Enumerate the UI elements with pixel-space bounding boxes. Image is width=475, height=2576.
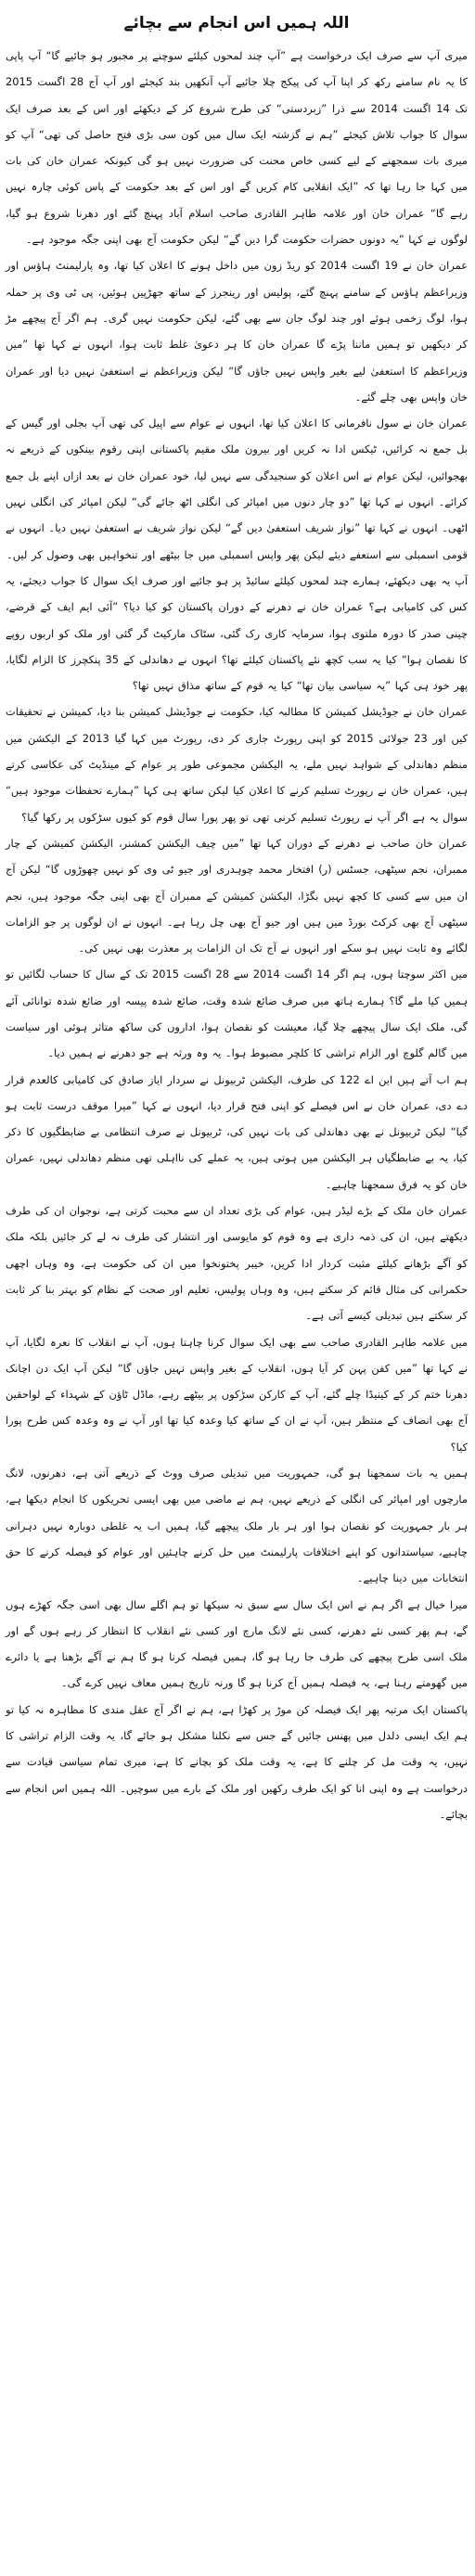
article-paragraph: میں علامہ طاہر القادری صاحب سے بھی ایک سوال کرنا چاہتا ہوں، آپ نے انقلاب کا نعرہ لگایا، آپ نے کہا تھا ”میں کفن پہن کر آیا ہوں، انقلاب کے بغیر واپس نہیں جاؤں گا“ لیکن آپ ایک دن اچانک دھرنا ختم کر کے کینیڈا چلے گئے، آپ کے کارکن سڑکوں پر بیٹھے رہے، ماڈل ٹاؤن کے شہداء کے لواحقین آج بھی انصاف کے منتظر ہیں، آپ نے ان کے ساتھ کیا وعدہ کیا تھا اور آپ نے وہ وعدہ کس طرح پورا کیا؟ bbox=[6, 1335, 468, 1454]
article-headline: اللہ ہمیں اس انجام سے بچائے bbox=[123, 13, 350, 32]
article-paragraph: عمران خان ملک کے بڑے لیڈر ہیں، عوام کی بڑی تعداد ان سے محبت کرتی ہے، نوجوان ان کی طرف دیکھتے ہیں، ان کی ذمہ داری ہے وہ قوم کو مایوسی اور انتشار کی طرف نہ لے کر جائیں بلکہ ملک کو آگے بڑھانے کیلئے مثبت کردار ادا کریں، خیبر پختونخوا میں ان کی حکومت ہے، وہ وہاں اچھی حکمرانی کی مثال قائم کر سکتے ہیں، وہ وہاں پولیس، تعلیم اور صحت کے نظام کو بہتر بنا کر ثابت کر سکتے ہیں تبدیلی کیسے آتی ہے۔ bbox=[6, 1204, 468, 1323]
article-paragraph: عمران خان نے جوڈیشل کمیشن کا مطالبہ کیا، حکومت نے جوڈیشل کمیشن بنا دیا، کمیشن نے تحقیقات کیں اور 23 جولائی 2015 کو اپنی رپورٹ جاری کر دی، رپورٹ میں کہا گیا 2013 کے الیکشن میں منظم دھاندلی کے شواہد نہیں ملے، یہ الیکشن مجموعی طور پر عوام کے مینڈیٹ کی عکاسی کرتے ہیں، عمران خان نے رپورٹ تسلیم کرنے کا اعلان کیا لیکن ساتھ ہی کہا ”ہمارے تحفظات موجود ہیں“ سوال یہ ہے اگر آپ نے رپورٹ تسلیم کرنی تھی تو پھر پورا سال قوم کو کیوں سڑکوں پر رکھا گیا؟ bbox=[6, 705, 468, 824]
article-paragraph: میری آپ سے صرف ایک درخواست ہے ”آپ چند لمحوں کیلئے سوچنے پر مجبور ہو جائیے گا“ آپ پاپی کا یہ نام سامنے رکھ کر اپنا آپ کی پیکج چلا جائیے آپ آنکھیں بند کیجئے اور آپ آج 28 اگست 2015 تک 14 اگست 2014 سے ذرا ”زبردستی“ کی طرح شروع کر کے دیکھئے اور اس کے بعد صرف ایک سوال کا جواب تلاش کیجئے ”ہم نے گزشتہ ایک سال میں کون سی بڑی فتح حاصل کی تھی“ آپ کو میری بات سمجھنے کے لیے کسی خاص محنت کی ضرورت نہیں ہو گی کیونکہ عمران خان کی بات میں کہا جا رہا تھا کہ ”ایک انقلابی کام کریں گے اور اس کے بعد حکومت کے پاس کوئی چارہ نہیں رہے گا“ عمران خان اور علامہ طاہر القادری صاحب اسلام آباد پہنچ گئے اور دھرنا شروع ہو گیا، لوگوں نے کہا ”یہ دونوں حضرات حکومت گرا دیں گے“ لیکن حکومت آج بھی اپنی جگہ موجود ہے۔ bbox=[6, 49, 468, 247]
article-paragraph: آپ یہ بھی دیکھئے، ہمارے چند لمحوں کیلئے سائیڈ پر ہو جائیے اور صرف ایک سوال کا جواب دیجئے، یہ کس کی کامیابی ہے؟ عمران خان نے دھرنے کے دوران پاکستان کو کیا دیا؟ ”آئی ایم ایف کے قرضے، چینی صدر کا دورہ ملتوی ہوا، سرمایہ کاری رک گئی، سٹاک مارکیٹ گر گئی اور ملک کو اربوں روپے کا نقصان ہوا“ کیا یہ سب کچھ نئے پاکستان کیلئے تھا؟ انہوں نے دھاندلی کے 35 پنکچرز کا الزام لگایا، پھر خود ہی کہا ”یہ سیاسی بیان تھا“ کیا یہ قوم کے ساتھ مذاق نہیں تھا؟ bbox=[6, 573, 468, 693]
article-paragraph: عمران خان نے سول نافرمانی کا اعلان کیا تھا، انہوں نے عوام سے اپیل کی تھی آپ بجلی اور گیس کے بل جمع نہ کرائیں، ٹیکس ادا نہ کریں اور بیرون ملک مقیم پاکستانی اپنی رقوم بینکوں کے ذریعے نہ بھجوائیں، لیکن عوام نے اس اعلان کو سنجیدگی سے نہیں لیا، خود عمران خان نے بعد ازاں اپنے بل جمع کرائے۔ انہوں نے کہا تھا ”دو چار دنوں میں امپائر کی انگلی اٹھ جائے گی“ لیکن امپائر کی انگلی نہیں اٹھی۔ انہوں نے کہا تھا ”نواز شریف استعفیٰ دیں گے“ لیکن نواز شریف نے استعفیٰ نہیں دیا۔ انہوں نے قومی اسمبلی سے استعفے دیئے لیکن پھر واپس اسمبلی میں جا بیٹھے اور تنخواہیں بھی وصول کر لیں۔ bbox=[6, 417, 468, 561]
article-paragraph: عمران خان صاحب نے دھرنے کے دوران کہا تھا ”میں چیف الیکشن کمشنر، الیکشن کمیشن کے چار ممبران، نجم سیٹھی، جسٹس (ر) افتخار محمد چوہدری اور جیو ٹی وی کو نہیں چھوڑوں گا“ لیکن آج ان میں سے کسی کا کچھ نہیں بگڑا، الیکشن کمیشن کے ممبران آج بھی اپنی جگہ موجود ہیں، نجم سیٹھی آج بھی کرکٹ بورڈ میں ہیں اور جیو آج بھی چل رہا ہے۔ انہوں نے ان لوگوں پر جو الزامات لگائے وہ ثابت نہیں ہو سکے اور انہوں نے آج تک ان الزامات پر معذرت بھی نہیں کی۔ bbox=[6, 836, 468, 955]
article-paragraph: میں اکثر سوچتا ہوں، ہم اگر 14 اگست 2014 سے 28 اگست 2015 تک کے سال کا حساب لگائیں تو ہمیں کیا ملے گا؟ ہمارے ہاتھ میں صرف ضائع شدہ وقت، ضائع شدہ پیسہ اور ضائع شدہ توانائی آئے گی، ملک ایک سال پیچھے چلا گیا، معیشت کو نقصان ہوا، اداروں کی ساکھ متاثر ہوئی اور سیاست میں گالم گلوچ اور الزام تراشی کا کلچر مضبوط ہوا۔ یہ وہ ورثہ ہے جو دھرنے نے ہمیں دیا۔ bbox=[6, 968, 468, 1060]
article-paragraph: پاکستان ایک مرتبہ پھر ایک فیصلہ کن موڑ پر کھڑا ہے، ہم نے اگر آج عقل مندی کا مظاہرہ نہ کیا تو ہم ایک ایسی دلدل میں پھنس جائیں گے جس سے نکلنا مشکل ہو جائے گا، یہ وقت الزام تراشی کا نہیں، یہ وقت مل کر چلنے کا ہے، یہ وقت ملک کو بچانے کا ہے، میری تمام سیاسی قیادت سے درخواست ہے وہ اپنی انا کو ایک طرف رکھیں اور ملک کے بارے میں سوچیں۔ اللہ ہمیں اس انجام سے بچائے۔ bbox=[6, 1702, 468, 1821]
article-body bbox=[6, 43, 468, 1827]
article-paragraph: ہمیں یہ بات سمجھنا ہو گی، جمہوریت میں تبدیلی صرف ووٹ کے ذریعے آتی ہے، دھرنوں، لانگ مارچوں اور امپائر کی انگلی کے ذریعے نہیں، ہم نے ماضی میں بھی ایسی تحریکوں کا انجام دیکھا ہے، ہر بار جمہوریت کو نقصان ہوا اور ہر بار ملک پیچھے گیا، ہمیں اب یہ غلطی دوبارہ نہیں دہرانی چاہیے، سیاستدانوں کو اپنے اختلافات پارلیمنٹ میں حل کرنے چاہئیں اور عوام کو فیصلہ کرنے کا حق انتخابات میں دینا چاہیے۔ bbox=[6, 1467, 468, 1585]
article-paragraph: میرا خیال ہے اگر ہم نے اس ایک سال سے سبق نہ سیکھا تو ہم اگلے سال بھی اسی جگہ کھڑے ہوں گے، ہم پھر کسی نئے دھرنے، کسی نئے لانگ مارچ اور کسی نئے انقلاب کا انتظار کر رہے ہوں گے اور ملک اسی طرح پیچھے کی طرف جا رہا ہو گا، ہمیں فیصلہ کرنا ہو گا ہم نے آگے بڑھنا ہے یا دائرے میں گھومتے رہنا ہے، یہ فیصلہ ہمیں آج کرنا ہو گا ورنہ تاریخ ہمیں معاف نہیں کرے گی۔ bbox=[6, 1597, 468, 1690]
article-paragraph: عمران خان نے 19 اگست 2014 کو ریڈ زون میں داخل ہونے کا اعلان کیا تھا، وہ پارلیمنٹ ہاؤس اور وزیراعظم ہاؤس کے سامنے پہنچ گئے، پولیس اور رینجرز کے ساتھ جھڑپیں ہوئیں، پی ٹی وی پر حملہ ہوا، لوگ زخمی ہوئے اور چند لوگ جان سے بھی گئے، لیکن حکومت نہیں گری۔ ہم اگر آج پیچھے مڑ کر دیکھیں تو ہمیں ماننا پڑے گا عمران خان کا ہر دعویٰ غلط ثابت ہوا، انہوں نے کہا تھا ”میں وزیراعظم کا استعفیٰ لیے بغیر واپس نہیں جاؤں گا“ لیکن وزیراعظم نے استعفیٰ نہیں دیا اور عمران خان واپس بھی چلے گئے۔ bbox=[6, 259, 469, 404]
article-paragraph: ہم اب آتے ہیں این اے 122 کی طرف، الیکشن ٹربیونل نے سردار ایاز صادق کی کامیابی کالعدم قرار دے دی، عمران خان نے اس فیصلے کو اپنی فتح قرار دیا، انہوں نے کہا ”میرا موقف درست ثابت ہو گیا“ لیکن ٹربیونل نے بھی دھاندلی کی بات نہیں کی، ٹربیونل نے صرف انتظامی بے ضابطگیوں کا ذکر کیا، یہ بے ضابطگیاں ہر الیکشن میں ہوتی ہیں، یہ عملے کی نااہلی تھی منظم دھاندلی نہیں، عمران خان کو یہ فرق سمجھنا چاہیے۔ bbox=[6, 1072, 468, 1191]
